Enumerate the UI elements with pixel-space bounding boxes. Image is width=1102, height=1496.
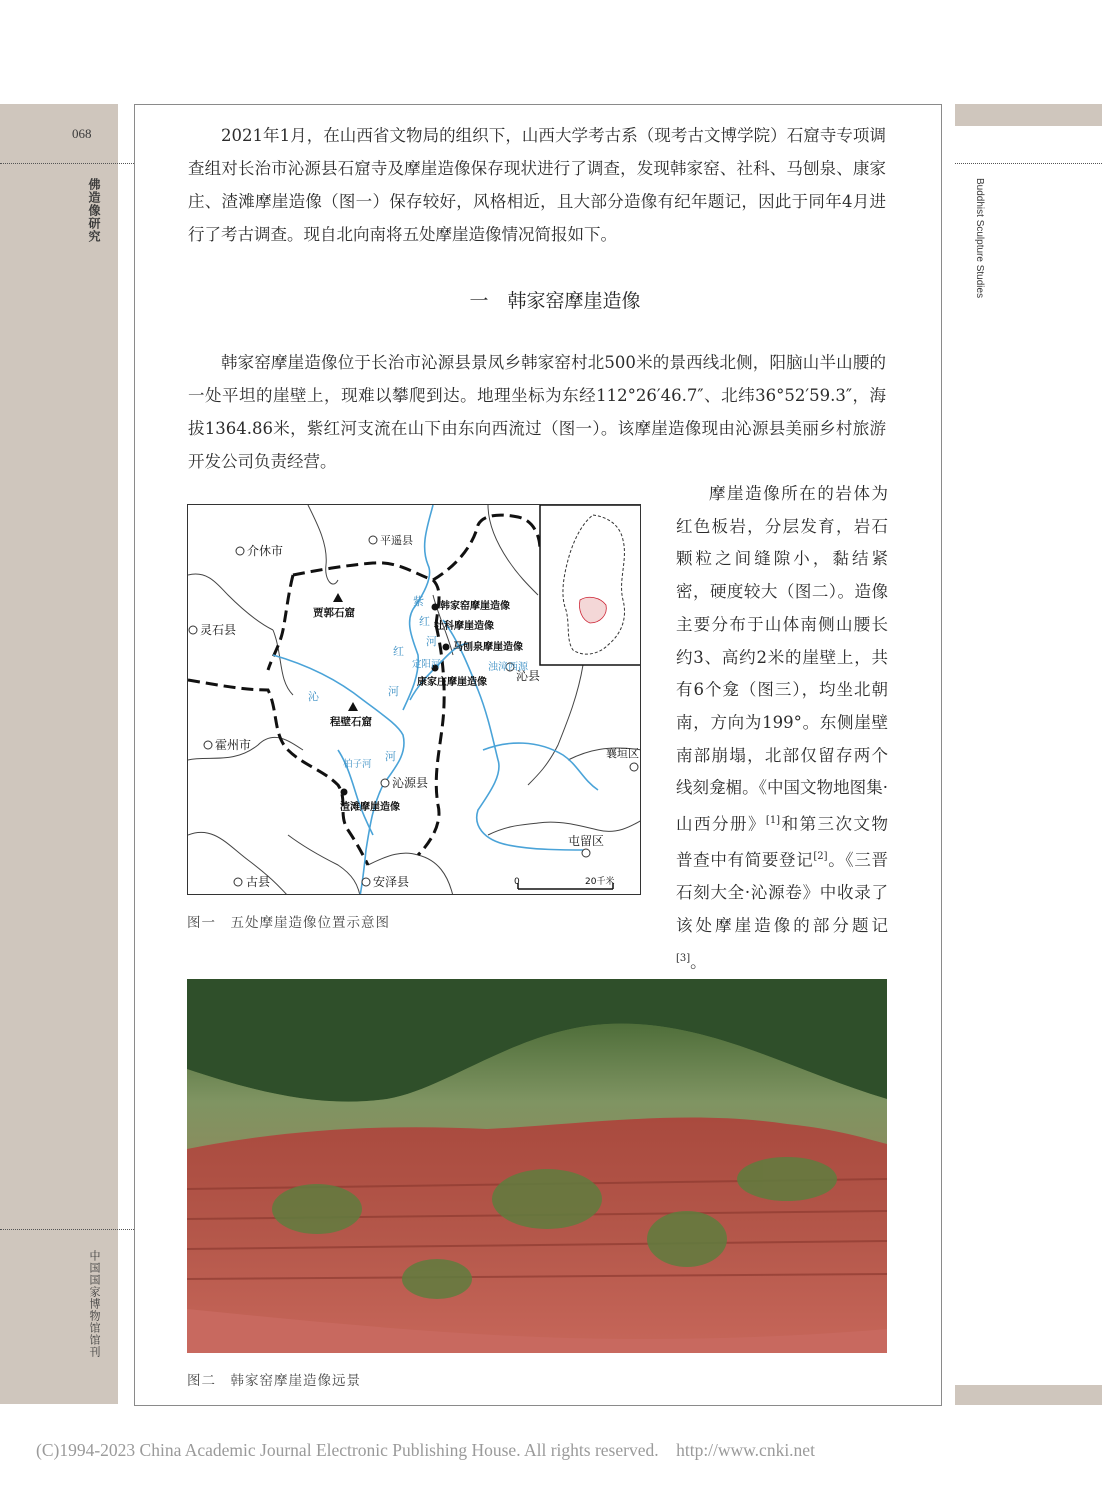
label-scale-zero: 0	[514, 877, 520, 887]
figure1-caption: 图一 五处摩崖造像位置示意图	[187, 915, 390, 931]
cliff-photo	[187, 979, 887, 1353]
label-lingshi: 灵石县	[200, 623, 237, 637]
marker-pingyao	[369, 536, 377, 544]
label-river-qin: 沁	[308, 690, 319, 703]
right-divider	[955, 163, 1102, 164]
sidebar-divider-top	[0, 163, 134, 164]
label-tunliu: 屯留区	[568, 834, 605, 848]
label-river-he3: 河	[426, 635, 437, 648]
marker-chengbi	[348, 702, 358, 711]
marker-tunliu	[582, 849, 590, 857]
label-river-he2: 河	[385, 750, 396, 763]
location-map	[187, 504, 641, 895]
label-hanjiayao: 韩家窑摩崖造像	[440, 601, 510, 612]
page-number: 068	[72, 126, 92, 141]
label-zhatan: 渣滩摩崖造像	[340, 802, 400, 813]
side-text-part4: 。	[690, 952, 707, 972]
label-mapaoquan: 马刨泉摩崖造像	[453, 642, 523, 653]
journal-name: 佛造像研究	[87, 178, 101, 243]
section-heading: 一 韩家窑摩崖造像	[469, 290, 641, 312]
museum-name: 中国国家博物馆馆刊	[88, 1250, 101, 1358]
marker-anze	[362, 878, 370, 886]
label-river-zhuozhang: 浊漳西源	[488, 662, 528, 673]
side-text-part1: 摩崖造像所在的岩体为红色板岩，分层发育，岩石颗粒之间缝隙小，黏结紧密，硬度较大（图二）。造像主要分布于山体南侧山腰长约3、高约2米的崖壁上，共有6个龛（图三），均坐北朝南，方向为199°。东侧崖壁南部崩塌，北部仅留存两个线刻龛楣。《中国文物地图集·山西分册》	[676, 484, 888, 834]
label-sheke: 社科摩崖造像	[434, 621, 494, 632]
label-jiexiu: 介休市	[247, 544, 284, 558]
section-paragraph: 韩家窑摩崖造像位于长治市沁源县景凤乡韩家窑村北500米的景西线北侧，阳脑山半山腰的一处平坦的崖壁上，现难以攀爬到达。地理坐标为东经112°26′46.7″、北纬36°52′59.3″，海拔1364.86米，紫红河支流在山下由东向西流过（图一）。该摩崖造像现由沁源县美丽乡村旅游开发公司负责经营。	[188, 353, 886, 471]
reference-2: [2]	[813, 851, 828, 863]
marker-lingshi	[189, 626, 197, 634]
right-bar-bottom	[955, 1385, 1102, 1405]
english-journal-title: Buddhist Sculpture Studies	[974, 178, 985, 299]
marker-huozhou	[204, 741, 212, 749]
copyright-footer: (C)1994-2023 China Academic Journal Electronic Publishing House. All rights reserved. http://www.cnki.net	[36, 1440, 815, 1460]
label-river-hong2: 红	[419, 615, 430, 628]
sidebar-divider-bottom	[0, 1229, 134, 1230]
label-scale: 20千米	[585, 877, 615, 887]
right-bar-top	[955, 104, 1102, 126]
label-river-zi: 紫	[413, 595, 424, 608]
label-jiaguo: 贾郭石窟	[313, 607, 355, 619]
reference-1: [1]	[765, 815, 781, 827]
marker-zhatan	[341, 789, 348, 796]
marker-xiangyuan	[630, 763, 638, 771]
side-text-part3: 。《三晋石刻大全·沁源卷》中收录了该处摩崖造像的部分题记	[676, 850, 889, 936]
marker-jiaguo	[333, 593, 343, 602]
cliff-photo-svg	[187, 979, 887, 1353]
photo-red-rock	[187, 1118, 887, 1353]
label-river-dingyang: 定阳河	[412, 659, 441, 670]
intro-paragraph: 2021年1月，在山西省文物局的组织下，山西大学考古系（现考古文博学院）石窟寺专项调查组对长治市沁源县石窟寺及摩崖造像保存现状进行了调查，发现韩家窑、社科、马刨泉、康家庄、渣滩摩崖造像（图一）保存较好，风格相近，且大部分造像有纪年题记，因此于同年4月进行了考古调查。现自北向南将五处摩崖造像情况简报如下。	[188, 126, 886, 244]
side-text-part2: 和第三次文物普查中有简要登记	[676, 814, 888, 870]
label-xiangyuan: 襄垣区	[606, 747, 639, 760]
marker-mapaoquan	[443, 644, 450, 651]
marker-hanjiayao	[432, 604, 439, 611]
label-guxian: 古县	[246, 875, 271, 889]
figure2-caption: 图二 韩家窑摩崖造像远景	[187, 1373, 361, 1389]
map-svg	[188, 505, 641, 895]
label-river-bozi: 柏子河	[343, 759, 372, 770]
inset-map	[540, 505, 641, 665]
marker-jiexiu	[236, 547, 244, 555]
label-river-he1: 河	[388, 685, 399, 698]
reference-3: [3]	[676, 952, 691, 964]
marker-qinyuan	[381, 779, 389, 787]
label-river-hong: 红	[393, 645, 404, 658]
label-pingyao: 平遥县	[380, 534, 413, 547]
label-qinyuan: 沁源县	[392, 776, 429, 790]
label-chengbi: 程壁石窟	[330, 716, 372, 728]
marker-guxian	[234, 878, 242, 886]
label-qinxian: 沁县	[516, 669, 541, 683]
side-column-text	[676, 478, 888, 979]
label-kangjiazhuang: 康家庄摩崖造像	[417, 677, 487, 688]
label-anze: 安泽县	[373, 875, 410, 889]
label-huozhou: 霍州市	[215, 738, 252, 752]
